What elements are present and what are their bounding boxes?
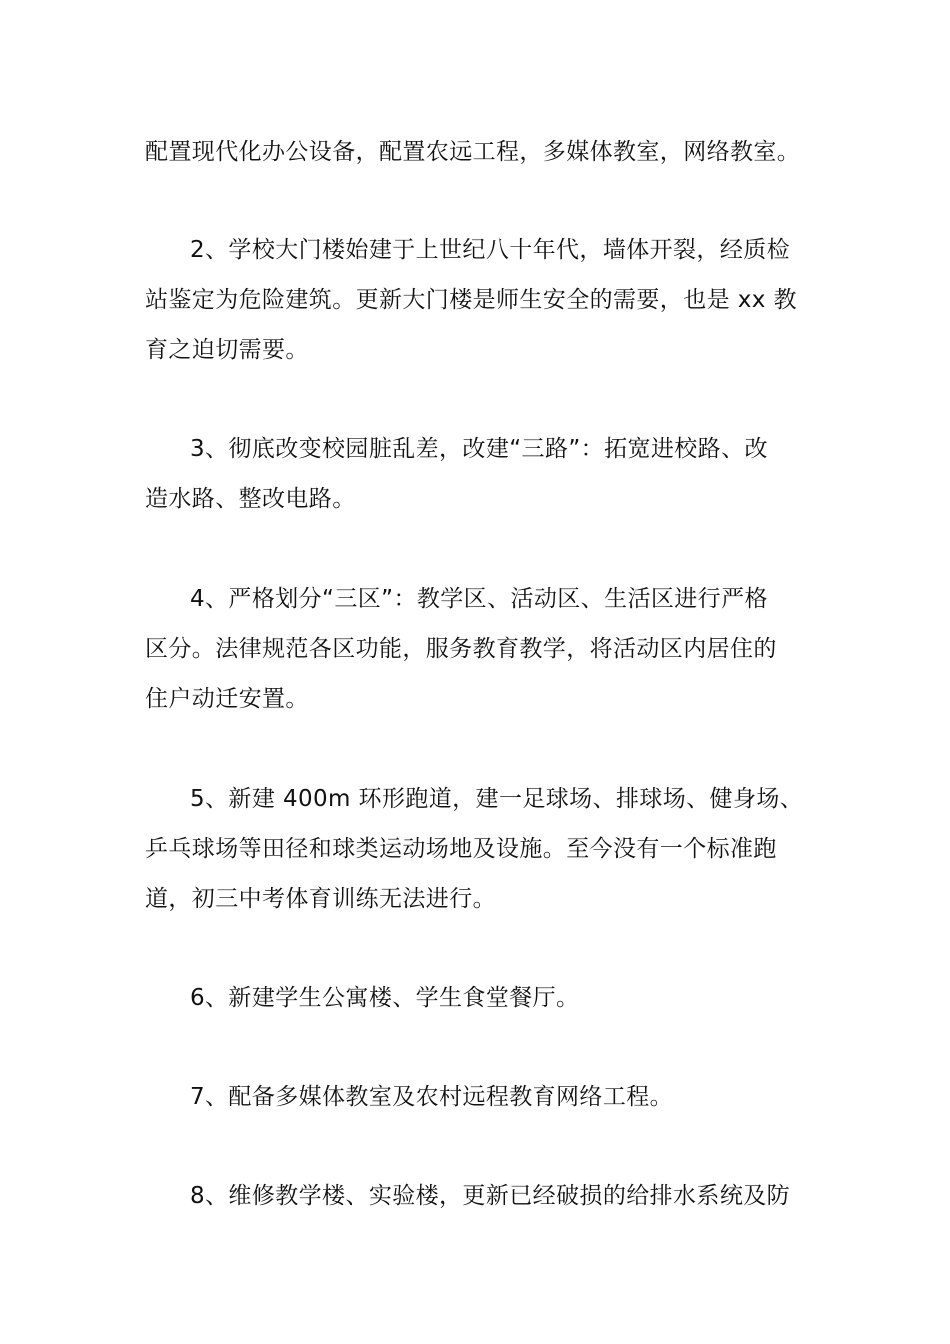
paragraph-5-line-2: 乒乓球场等田径和球类运动场地及设施。至今没有一个标准跑 bbox=[145, 836, 777, 862]
paragraph-1-line-1: 配置现代化办公设备，配置农远工程，多媒体教室，网络教室。 bbox=[145, 139, 801, 165]
paragraph-5-line-1: 5、新建 400m 环形跑道，建一足球场、排球场、健身场、 bbox=[190, 786, 804, 812]
paragraph-8-line-1: 8、维修教学楼、实验楼，更新已经破损的给排水系统及防 bbox=[190, 1183, 791, 1209]
paragraph-5-line-3: 道，初三中考体育训练无法进行。 bbox=[145, 886, 496, 912]
paragraph-4-line-1: 4、严格划分“三区”：教学区、活动区、生活区进行严格 bbox=[190, 586, 768, 612]
paragraph-3-line-2: 造水路、整改电路。 bbox=[145, 486, 356, 512]
paragraph-4-line-2: 区分。法律规范各区功能，服务教育教学，将活动区内居住的 bbox=[145, 636, 777, 662]
paragraph-2-line-1: 2、学校大门楼始建于上世纪八十年代，墙体开裂，经质检 bbox=[190, 237, 791, 263]
paragraph-3-line-1: 3、彻底改变校园脏乱差，改建“三路”：拓宽进校路、改 bbox=[190, 436, 768, 462]
paragraph-4-line-3: 住户动迁安置。 bbox=[145, 686, 309, 712]
paragraph-2-line-2: 站鉴定为危险建筑。更新大门楼是师生安全的需要，也是 xx 教 bbox=[145, 287, 797, 313]
paragraph-2-line-3: 育之迫切需要。 bbox=[145, 337, 309, 363]
paragraph-6-line-1: 6、新建学生公寓楼、学生食堂餐厅。 bbox=[190, 985, 580, 1011]
paragraph-7-line-1: 7、配备多媒体教室及农村远程教育网络工程。 bbox=[190, 1084, 674, 1110]
